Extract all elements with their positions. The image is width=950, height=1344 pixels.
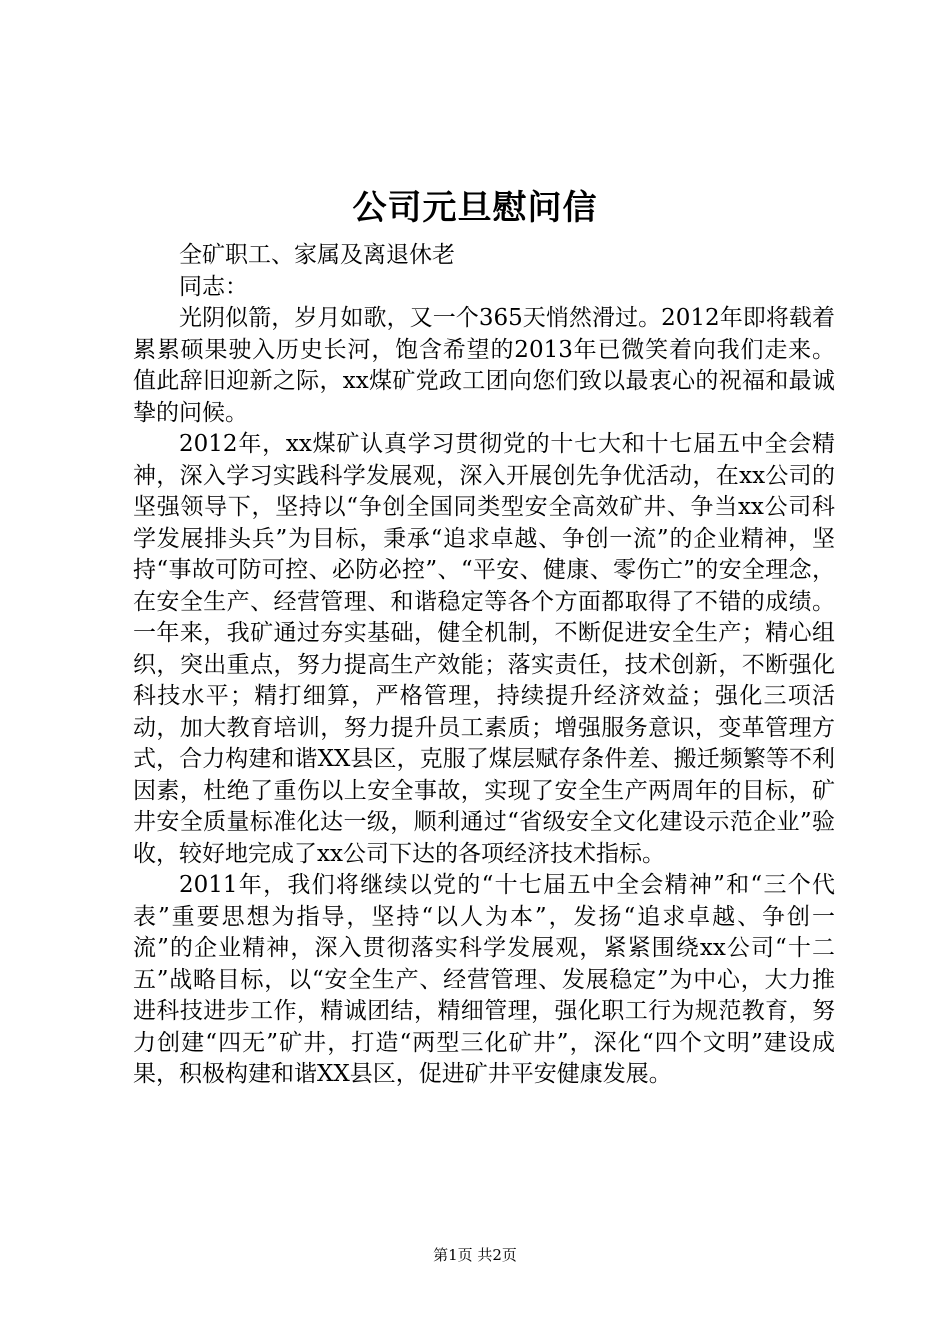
paragraph-achievements: 2012年，xx煤矿认真学习贯彻党的十七大和十七届五中全会精神，深入学习实践科学发展观，深入开展创先争优活动，在xx公司的坚强领导下，坚持以“争创全国同类型安全高效矿井、争当xx公司科学发展排头兵”为目标，秉承“追求卓越、争创一流”的企业精神，坚持“事故可防可控、必防必控”、“平安、健康、零伤亡”的安全理念，在安全生产、经营管理、和谐稳定等各个方面都取得了不错的成绩。一年来，我矿通过夯实基础，健全机制，不断促进安全生产；精心组织，突出重点，努力提高生产效能；落实责任，技术创新，不断强化科技水平；精打细算，严格管理，持续提升经济效益；强化三项活动，加大教育培训，努力提升员工素质；增强服务意识，变革管理方式，合力构建和谐XX县区，克服了煤层赋存条件差、搬迁频繁等不利因素，杜绝了重伤以上安全事故，实现了安全生产两周年的目标，矿井安全质量标准化达一级，顺利通过“省级安全文化建设示范企业”验收，较好地完成了xx公司下达的各项经济技术指标。	[133, 431, 835, 867]
document-title: 公司元旦慰问信	[352, 188, 598, 228]
salutation-line-1: 全矿职工、家属及离退休老	[179, 242, 455, 268]
paragraph-outlook: 2011年，我们将继续以党的“十七届五中全会精神”和“三个代表”重要思想为指导，坚持“以人为本”，发扬“追求卓越、争创一流”的企业精神，深入贯彻落实科学发展观，紧紧围绕xx公司“十二五”战略目标，以“安全生产、经营管理、发展稳定”为中心，大力推进科技进步工作，精诚团结，精细管理，强化职工行为规范教育，努力创建“四无”矿井，打造“两型三化矿井”，深化“四个文明”建设成果，积极构建和谐XX县区，促进矿井平安健康发展。	[133, 872, 835, 1087]
salutation-line-2: 同志：	[179, 273, 248, 300]
page-number-footer: 第1页 共2页	[433, 1246, 517, 1264]
letter-body	[133, 240, 835, 1091]
paragraph-opening: 光阴似箭，岁月如歌，又一个365天悄然滑过。2012年即将载着累累硕果驶入历史长河，饱含希望的2013年已微笑着向我们走来。值此辞旧迎新之际，xx煤矿党政工团向您们致以最衷心的祝福和最诚挚的问候。	[133, 305, 835, 426]
